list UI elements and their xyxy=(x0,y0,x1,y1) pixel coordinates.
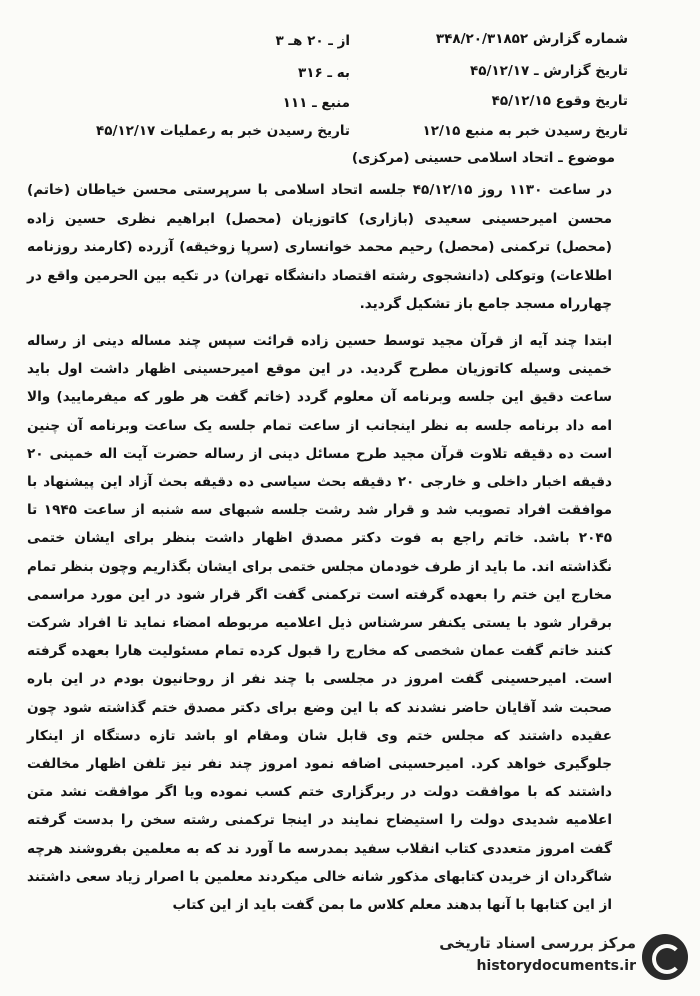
from-line: از ـ ۲۰ هـ ۳ xyxy=(275,33,350,49)
archive-name: مرکز بررسی اسناد تاریخی xyxy=(439,934,636,952)
archive-logo xyxy=(434,932,694,988)
archive-logo-icon xyxy=(642,934,688,980)
source-line: منبع ـ ۱۱۱ xyxy=(282,95,350,111)
event-date-line: تاریخ وقوع ۴۵/۱۲/۱۵ xyxy=(491,93,628,109)
paragraph-2: ابتدا چند آیه از قرآن مجید توسط حسین زاده قرائت سپس چند مساله دینی از رساله خمینی وسیله کاتوزیان مطرح گردید. در این موقع امیرحسینی اظهار داشت اول باید ساعت دقیق این جلسه وبرنامه آن معلوم گردد (خاتم گفت هر طور که میفرمایید) والا امه داد برنامه جلسه به نظر اینجانب از ساعت تمام جلسه یک ساعت وبرنامه آن چنین است ده دقیقه تلاوت قرآن مجید طرح مسائل دینی از رساله حضرت آیت اله خمینی ۲۰ دقیقه اخبار داخلی و خارجی ۲۰ دقیقه بحث سیاسی ده دقیقه بحث آزاد این پیشنهاد با موافقت افراد تصویب شد و قرار شد رشت جلسه شبهای سه شنبه از ساعت ۱۹۴۵ تا ۲۰۴۵ باشد. خاتم راجع به فوت دکتر مصدق اظهار داشت بنظر برای ایشان ختمی نگذاشته اند. ما باید از طرف خودمان مجلس ختمی برای ایشان بگذاریم وچون بنظر تمام مخارج این ختم را بعهده گرفته است ترکمنی گفت اگر قرار شود در این مورد مراسمی برقرار شود با یستی یکنفر سرشناس ذیل اعلامیه مربوطه امضاء نماید تا افراد شرکت کنند خاتم گفت عمان شخصی که مخارج را قبول کرده تمام مسئولیت هارا بعهده گرفته است. امیرحسینی گفت امروز در مجلسی با چند نفر از روحانیون بودم در این باره صحبت شد آقایان حاضر نشدند که با این وضع برای دکتر مصدق ختم گذاشته شود چون عقیده داشتند که مجلس ختم وی قابل شان ومقام او باشد تازه دستگاه از اینکار جلوگیری خواهد کرد. امیرحسینی اضافه نمود امروز چند نفر نیز تلفن اظهار مخالفت داشتند که با موافقت دولت در ربرگزاری ختم کسب نموده ویا اگر موافقت نشد متن اعلامیه شدیدی دولت را استیضاح نمایند در اینجا ترکمنی رشته سخن را بدست گرفته گفت امروز متعددی کتاب انقلاب سفید بمدرسه ما آورد ند که به معلمین بفروشند هرچه شاگردان از خریدن کتابهای مذکور شانه خالی میکردند معلمین با اصرار زیاد سعی داشتند از این کتابها با آنها بدهند معلم کلاس ما بمن گفت باید از این کتاب xyxy=(27,333,612,914)
report-date-line: تاریخ گزارش ـ ۴۵/۱۲/۱۷ xyxy=(469,63,628,79)
report-number-line: شماره گزارش ۳۴۸/۲۰/۳۱۸۵۲ xyxy=(435,31,628,47)
received-date-line: تاریخ رسیدن خبر به رعملیات ۴۵/۱۲/۱۷ xyxy=(96,123,350,139)
to-line: به ـ ۳۱۶ xyxy=(297,65,350,81)
subject-line: موضوع ـ اتحاد اسلامی حسینی (مرکزی) xyxy=(351,150,615,166)
source-received-date-line: تاریخ رسیدن خبر به منبع ۱۲/۱۵ xyxy=(422,123,628,139)
archive-url: historydocuments.ir xyxy=(476,958,636,974)
paragraph-1: در ساعت ۱۱۳۰ روز ۴۵/۱۲/۱۵ جلسه اتحاد اسلامی با سرپرستی محسن خیاطان (خاتم) محسن امیرحسینی سعیدی (بازاری) کاتوزیان (محصل) ابراهیم نظری حسین زاده (محصل) ترکمنی (محصل) رحیم محمد خوانساری (سرپا زوخیقه) آزرده (کارمند روزنامه اطلاعات) وتوکلی (دانشجوی رشته اقتصاد دانشگاه تهران) در تکیه بین الحرمین واقع در چهارراه مسجد جامع باز تشکیل گردید. xyxy=(27,182,612,313)
